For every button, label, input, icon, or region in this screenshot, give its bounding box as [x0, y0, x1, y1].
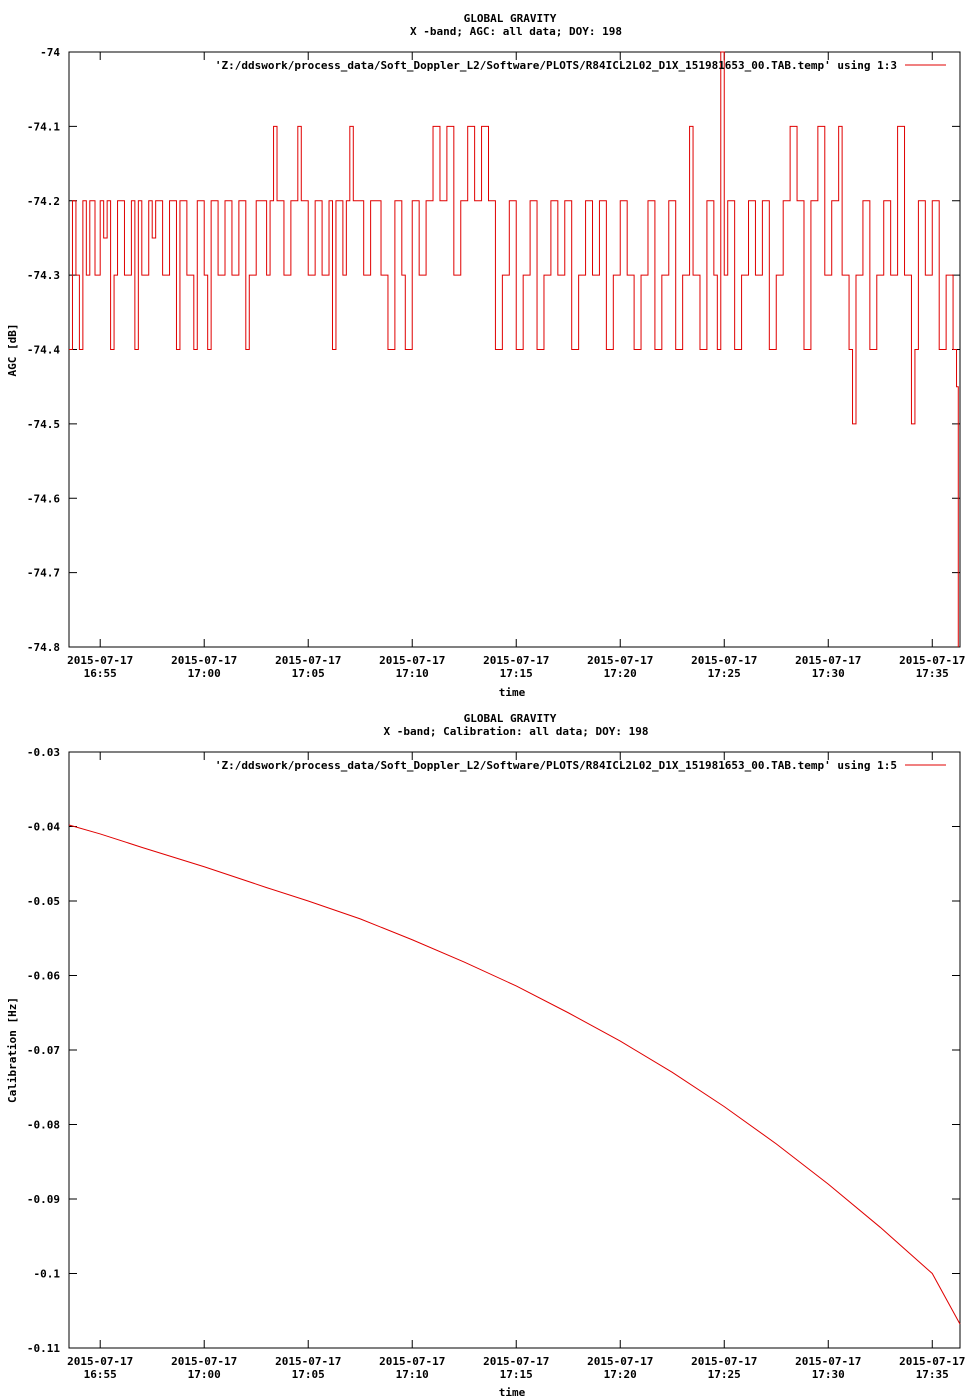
x-tick-date: 2015-07-17: [171, 1355, 238, 1368]
y-axis-label: AGC [dB]: [6, 323, 19, 377]
x-tick-time: 17:00: [187, 667, 221, 680]
x-axis-ticks: [67, 52, 965, 680]
x-tick-date: 2015-07-17: [275, 654, 342, 667]
agc-chart: [6, 12, 965, 699]
chart-subtitle: X -band; AGC: all data; DOY: 198: [410, 25, 622, 38]
series-layer: [69, 825, 960, 1324]
y-tick-label: -74: [40, 46, 60, 59]
x-tick-date: 2015-07-17: [275, 1355, 342, 1368]
x-tick-date: 2015-07-17: [795, 1355, 862, 1368]
series-line: [69, 825, 960, 1324]
legend-label: 'Z:/ddswork/process_data/Soft_Doppler_L2/Software/PLOTS/R84ICL2L02_D1X_151981653_00.TAB.temp' using 1:3: [214, 59, 897, 72]
x-tick-time: 17:35: [915, 667, 949, 680]
chart-subtitle: X -band; Calibration: all data; DOY: 198: [383, 725, 649, 738]
x-tick-time: 17:30: [811, 667, 845, 680]
x-tick-time: 16:55: [83, 1368, 117, 1381]
y-tick-label: -74.4: [26, 343, 60, 357]
x-axis-label: time: [498, 686, 526, 699]
legend-label: 'Z:/ddswork/process_data/Soft_Doppler_L2/Software/PLOTS/R84ICL2L02_D1X_151981653_00.TAB.temp' using 1:5: [214, 759, 897, 772]
x-tick-date: 2015-07-17: [587, 1355, 654, 1368]
y-tick-label: -0.08: [26, 1118, 60, 1132]
plot-frame: [69, 752, 960, 1348]
x-tick-time: 17:20: [603, 667, 637, 680]
y-tick-label: -0.06: [26, 969, 60, 983]
y-tick-label: -0.1: [33, 1267, 60, 1281]
x-tick-time: 17:20: [603, 1368, 637, 1381]
x-axis-ticks: [67, 752, 965, 1381]
y-axis-label: Calibration [Hz]: [6, 997, 19, 1103]
x-tick-time: 17:25: [707, 667, 741, 680]
x-tick-time: 17:35: [915, 1368, 949, 1381]
y-tick-label: -74.6: [26, 492, 60, 506]
y-axis-ticks: [27, 46, 960, 654]
x-tick-date: 2015-07-17: [483, 1355, 550, 1368]
x-tick-date: 2015-07-17: [67, 1355, 134, 1368]
x-tick-date: 2015-07-17: [691, 654, 758, 667]
x-tick-date: 2015-07-17: [67, 654, 134, 667]
y-tick-label: -0.05: [26, 895, 60, 908]
x-tick-time: 17:05: [291, 1368, 325, 1381]
calibration-chart: [6, 712, 965, 1399]
y-tick-label: -0.07: [26, 1044, 60, 1057]
x-tick-time: 17:15: [499, 667, 533, 680]
x-tick-date: 2015-07-17: [379, 654, 446, 667]
y-tick-label: -74.5: [26, 417, 60, 431]
y-tick-label: -0.03: [26, 746, 60, 759]
series-line: [69, 52, 958, 647]
y-tick-label: -74.1: [26, 120, 60, 134]
y-tick-label: -0.04: [26, 820, 60, 834]
x-tick-time: 17:25: [707, 1368, 741, 1381]
y-tick-label: -74.7: [26, 566, 60, 580]
x-tick-date: 2015-07-17: [379, 1355, 446, 1368]
x-tick-time: 17:30: [811, 1368, 845, 1381]
y-tick-label: -74.8: [26, 641, 60, 654]
y-tick-label: -74.2: [26, 194, 60, 208]
y-tick-label: -0.11: [26, 1342, 60, 1355]
y-tick-label: -74.3: [26, 269, 60, 283]
x-tick-time: 17:00: [187, 1368, 221, 1381]
series-layer: [69, 52, 958, 647]
x-tick-date: 2015-07-17: [587, 654, 654, 667]
x-tick-date: 2015-07-17: [483, 654, 550, 667]
x-tick-date: 2015-07-17: [691, 1355, 758, 1368]
y-tick-label: -0.09: [26, 1193, 60, 1206]
x-tick-time: 16:55: [83, 667, 117, 680]
x-tick-time: 17:05: [291, 667, 325, 680]
x-tick-date: 2015-07-17: [171, 654, 238, 667]
x-tick-time: 17:10: [395, 667, 429, 680]
x-tick-date: 2015-07-17: [795, 654, 862, 667]
chart-title: GLOBAL GRAVITY: [463, 712, 557, 725]
x-axis-label: time: [498, 1386, 526, 1399]
chart-title: GLOBAL GRAVITY: [463, 12, 557, 25]
x-tick-time: 17:15: [499, 1368, 533, 1381]
x-tick-time: 17:10: [395, 1368, 429, 1381]
plot-frame: [69, 52, 960, 647]
x-tick-date: 2015-07-17: [899, 1355, 966, 1368]
x-tick-date: 2015-07-17: [899, 654, 966, 667]
y-axis-ticks: [27, 746, 960, 1355]
